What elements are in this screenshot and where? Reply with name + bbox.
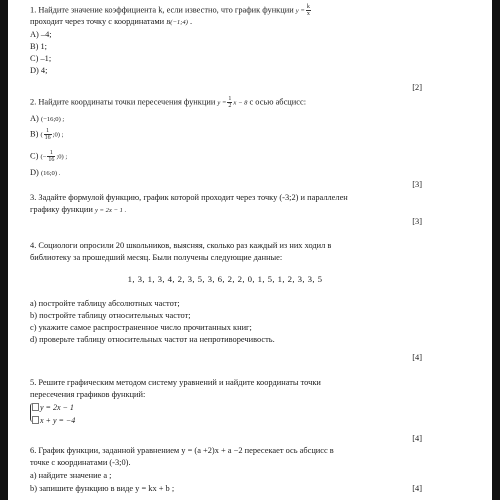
q2-option-a: A) (−16;0) ;: [30, 114, 65, 123]
q2-fraction: $\frac{1}{2}$: [228, 96, 232, 109]
q3-text-line2: графику функции y = 2x − 1 .: [30, 205, 127, 214]
worksheet-page: [30, 0, 420, 500]
q5-equation-1: y = 2x − 1: [32, 403, 74, 413]
q6-text-line2: точке с координатами (-3;0).: [30, 458, 131, 467]
q1-text-line1: 1. Найдите значение коэффициента k, если известно, что график функции y = $\frac{k}{x}$: [30, 4, 310, 17]
q1-option-a: A) –4;: [30, 30, 52, 39]
q1-option-b: B) 1;: [30, 42, 47, 51]
q2-text-line1: 2. Найдите координаты точки пересечения функции y = $\frac{1}{2}$ x − 8 с осью абсцисс:: [30, 96, 307, 109]
q6-task-b: b) запишите функцию в виде y = kx + b ;: [30, 484, 175, 493]
left-dark-border: [0, 0, 8, 500]
q1-fraction: $\frac{k}{x}$: [306, 4, 310, 17]
q1-score: [2]: [412, 83, 422, 92]
q4-text-line1: 4. Социологи опросили 20 школьников, выясняя, сколько раз каждый из них ходил в: [30, 241, 332, 250]
q6-task-a: a) найдите значение a ;: [30, 471, 112, 480]
q4-task-b: b) постройте таблицу относительных частот;: [30, 311, 191, 320]
q2-option-d: D) (16;0) .: [30, 168, 61, 177]
right-dark-border: [492, 0, 500, 500]
q4-dataset: 1, 3, 1, 3, 4, 2, 3, 5, 3, 6, 2, 2, 0, 1, 5, 1, 2, 3, 3, 5: [127, 274, 323, 284]
q1-option-c: C) –1;: [30, 54, 52, 63]
q2-option-b: B) ( $\frac{1}{16}$ ;0) ;: [30, 128, 64, 141]
q1-option-d: D) 4;: [30, 66, 48, 75]
equation-marker-icon: [32, 403, 39, 411]
q5-text-line1: 5. Решите графическим методом систему уравнений и найдите координаты точки: [30, 378, 321, 387]
equation-marker-icon: [32, 416, 39, 424]
q2-score: [3]: [412, 180, 422, 189]
q2-option-c: C) (− $\frac{1}{16}$ ;0) ;: [30, 150, 68, 163]
q4-task-c: c) укажите самое распространенное число прочитанных книг;: [30, 323, 252, 332]
q5-text-line2: пересечения графиков функций:: [30, 390, 146, 399]
q1-text-line2: проходит через точку с координатами B(−1;4) .: [30, 17, 193, 26]
q4-text-line2: библиотеку за прошедший месяц. Были получены следующие данные:: [30, 253, 283, 262]
q3-score: [3]: [412, 217, 422, 226]
q6-score: [4]: [412, 484, 422, 493]
q4-task-a: a) постройте таблицу абсолютных частот;: [30, 299, 180, 308]
q6-text-line1: 6. График функции, заданной уравнением y = (a +2)x + a −2 пересекает ось абсцисс в: [30, 446, 334, 455]
q4-score: [4]: [412, 353, 422, 362]
q4-task-d: d) проверьте таблицу относительных частот на непротиворечивость.: [30, 335, 275, 344]
q3-text-line1: 3. Задайте формулой функцию, график которой проходит через точку (-3;2) и параллелен: [30, 193, 348, 202]
q5-score: [4]: [412, 434, 422, 443]
q5-equation-2: x + y = −4: [32, 416, 75, 426]
